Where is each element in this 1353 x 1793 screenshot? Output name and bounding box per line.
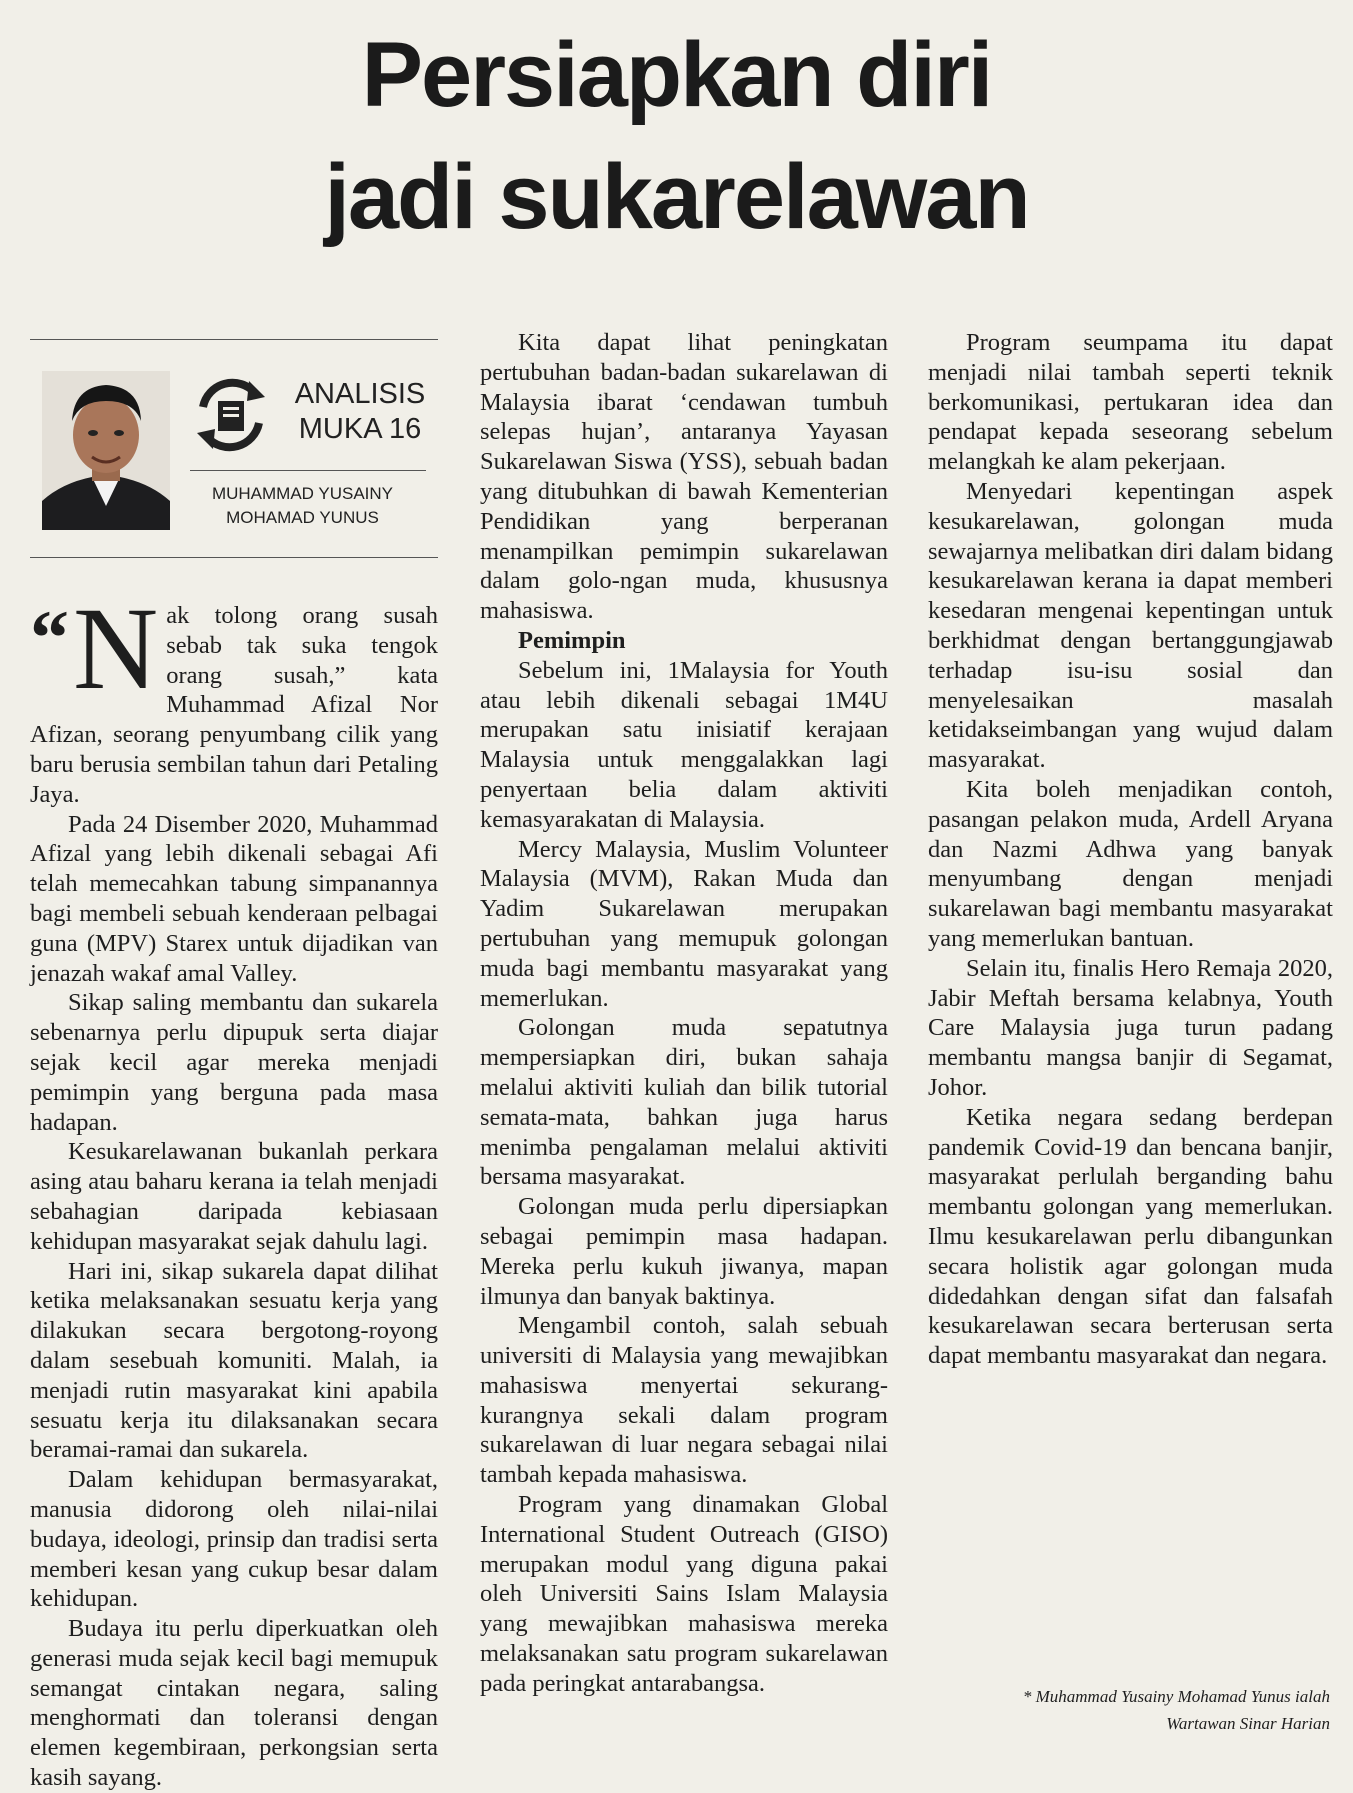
paragraph-1-text: ak tolong orang susah sebab tak suka tengok orang susah,” kata Muhammad Afizal Nor Afizan, seorang penyumbang cilik yang baru berusia sembilan tahun dari Petaling Jaya. xyxy=(30,602,438,808)
paragraph-13: Mengambil contoh, salah sebuah universiti di Malaysia yang mewajibkan mahasiswa menyertai sekurang-kurangnya sekali dalam program sukarelawan di luar negara sebagai nilai tambah kepada mahasiswa. xyxy=(480,1312,888,1489)
column-label-line-1: ANALISIS xyxy=(294,378,426,410)
headline xyxy=(0,14,1353,258)
paragraph-15: Program seumpama itu dapat menjadi nilai tambah seperti teknik berkomunikasi, pertukaran idea dan pendapat kepada seseorang sebelum melangkah ke alam pekerjaan. xyxy=(928,329,1333,476)
column-label-line-2: MUKA 16 xyxy=(298,413,422,445)
headline-line-1: Persiapkan diri xyxy=(361,24,992,126)
opening-quote-mark: “ xyxy=(30,594,69,681)
paragraph-7: Budaya itu perlu diperkuatkan oleh generasi muda sejak kecil bagi memupuk semangat cintakan negara, saling menghormati dan toleransi dengan elemen kegembiraan, perkongsian serta kasih sayang. xyxy=(30,1615,438,1792)
paragraph-19: Ketika negara sedang berdepan pandemik Covid-19 dan bencana banjir, masyarakat perlulah berganding bahu membantu golongan yang memerlukan. Ilmu kesukarelawan perlu dibangunkan secara holistik agar golongan muda didedahkan dengan sifat dan falsafah kesukarelawan secara berterusan serta dapat membantu masyarakat dan negara. xyxy=(928,1103,1333,1370)
author-note-line-2: Wartawan Sinar Harian xyxy=(1166,1714,1330,1733)
drop-cap: N xyxy=(73,583,159,714)
paragraph-14: Program yang dinamakan Global International Student Outreach (GISO) merupakan modul yang diguna pakai oleh Universiti Sains Islam Malaysia yang mewajibkan mahasiswa mereka melaksanakan satu program sukarelawan pada peringkat antarabangsa. xyxy=(480,1491,888,1697)
paragraph-5: Hari ini, sikap sukarela dapat dilihat ketika melaksanakan sesuatu kerja yang dilakukan secara bergotong-royong dalam sesebuah komuniti. Malah, ia menjadi rutin masyarakat kini apabila sesuatu kerja itu dilaksanakan secara beramai-ramai dan sukarela. xyxy=(30,1257,438,1464)
byline xyxy=(195,482,410,530)
paragraph-6: Dalam kehidupan bermasyarakat, manusia didorong oleh nilai-nilai budaya, ideologi, prinsip dan tradisi serta memberi kesan yang cukup besar dalam kehidupan. xyxy=(30,1466,438,1613)
byline-line-1: MUHAMMAD YUSAINY xyxy=(211,484,394,503)
column-label xyxy=(285,377,435,447)
author-photo xyxy=(42,371,170,530)
paragraph-12: Golongan muda perlu dipersiapkan sebagai pemimpin masa hadapan. Mereka perlu kukuh jiwanya, mapan ilmunya dan banyak baktinya. xyxy=(480,1193,888,1310)
byline-line-2: MOHAMAD YUNUS xyxy=(226,508,379,527)
article-column-3 xyxy=(928,328,1333,1678)
paragraph-10: Mercy Malaysia, Muslim Volunteer Malaysia (MVM), Rakan Muda dan Yadim Sukarelawan merupakan pertubuhan yang memupuk golongan muda bagi membantu masyarakat yang memerlukan. xyxy=(480,835,888,1012)
byline-rule xyxy=(190,470,426,471)
paragraph-4: Kesukarelawanan bukanlah perkara asing atau baharu kerana ia telah menjadi sebahagian daripada kebiasaan kehidupan masyarakat sejak dahulu lagi. xyxy=(30,1138,438,1255)
paragraph-18: Selain itu, finalis Hero Remaja 2020, Jabir Meftah bersama kelabnya, Youth Care Malaysia juga turun padang membantu mangsa banjir di Segamat, Johor. xyxy=(928,954,1333,1101)
headline-line-2: jadi sukarelawan xyxy=(324,146,1029,248)
paragraph-2: Pada 24 Disember 2020, Muhammad Afizal yang lebih dikenali sebagai Afi telah memecahkan tabung simpanannya bagi membeli sebuah kenderaan pelbagai guna (MPV) Starex untuk dijadikan van jenazah wakaf amal Valley. xyxy=(30,810,438,987)
article-column-1 xyxy=(30,583,438,1792)
article-column-2 xyxy=(480,328,888,1758)
bottom-rule xyxy=(30,557,438,558)
paragraph-9: Sebelum ini, 1Malaysia for Youth atau lebih dikenali sebagai 1M4U merupakan satu inisiatif kerajaan Malaysia untuk menggalakkan lagi penyertaan belia dalam aktiviti kemasyarakatan di Malaysia. xyxy=(480,656,888,833)
subheading: Pemimpin xyxy=(518,626,626,654)
analysis-icon xyxy=(189,373,273,457)
paragraph-1 xyxy=(30,583,438,810)
paragraph-8: Kita dapat lihat peningkatan pertubuhan badan-badan sukarelawan di Malaysia ibarat ‘cendawan tumbuh selepas hujan’, antaranya Yayasan Sukarelawan Siswa (YSS), sebuah badan yang ditubuhkan di bawah Kementerian Pendidikan yang berperanan menampilkan pemimpin sukarelawan dalam golo-ngan muda, khususnya mahasiswa. xyxy=(480,329,888,625)
author-note xyxy=(900,1683,1330,1737)
author-note-line-1: * Muhammad Yusainy Mohamad Yunus ialah xyxy=(1022,1687,1330,1706)
paragraph-3: Sikap saling membantu dan sukarela sebenarnya perlu dipupuk serta diajar sejak kecil agar mereka menjadi pemimpin yang berguna pada masa hadapan. xyxy=(30,989,438,1136)
paragraph-17: Kita boleh menjadikan contoh, pasangan pelakon muda, Ardell Aryana dan Nazmi Adhwa yang banyak menyumbang dengan menjadi sukarelawan bagi membantu masyarakat yang memerlukan bantuan. xyxy=(928,775,1333,952)
paragraph-16: Menyedari kepentingan aspek kesukarelawan, golongan muda sewajarnya melibatkan diri dalam bidang kesukarelawan kerana ia dapat memberi kesedaran mengenai kepentingan untuk berkhidmat dengan bertanggungjawab terhadap isu-isu sosial dan menyelesaikan masalah ketidakseimbangan yang wujud dalam masyarakat. xyxy=(928,477,1333,774)
paragraph-11: Golongan muda sepatutnya mempersiapkan diri, bukan sahaja melalui aktiviti kuliah dan bilik tutorial semata-mata, bahkan juga harus menimba pengalaman melalui aktiviti bersama masyarakat. xyxy=(480,1014,888,1191)
top-rule xyxy=(30,339,438,340)
